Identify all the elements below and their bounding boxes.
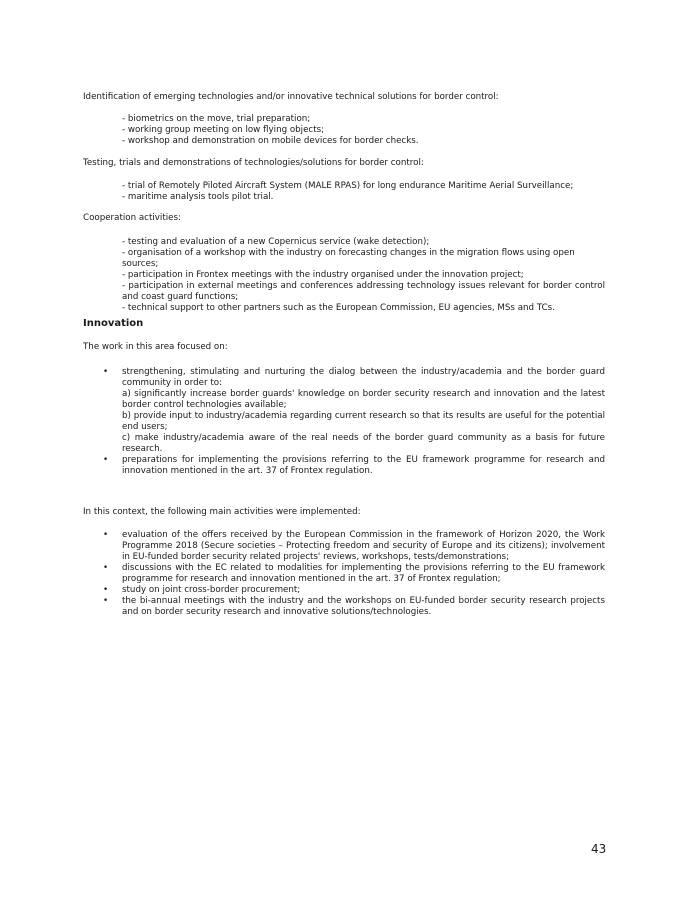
list-item: - trial of Remotely Piloted Aircraft System (MALE RPAS) for long endurance Maritime Aerial Surveillance; xyxy=(122,181,574,191)
section3-list xyxy=(122,237,605,314)
section2-intro: Testing, trials and demonstrations of technologies/solutions for border control: xyxy=(83,158,424,168)
section-heading-innovation: Innovation xyxy=(83,318,144,329)
section1-intro: Identification of emerging technologies and/or innovative technical solutions for border control: xyxy=(83,92,499,102)
list-item: - organisation of a workshop with the industry on forecasting changes in the migration flows using open sources; xyxy=(122,248,575,269)
list-item xyxy=(83,563,605,585)
list-item xyxy=(83,455,605,477)
list-item: - biometrics on the move, trial preparation; xyxy=(122,114,311,124)
page-number: 43 xyxy=(591,842,607,856)
section2-list xyxy=(122,181,605,203)
list-item: - participation in Frontex meetings with the industry organised under the innovation project; xyxy=(122,270,524,280)
bullet-text: discussions with the EC related to modalities for implementing the provisions referring to the EU framework programme for research and innovation mentioned in the art. 37 of Frontex regulation; xyxy=(122,563,605,584)
bullet-text: strengthening, stimulating and nurturing the dialog between the industry/academia and the border guard community in order to: xyxy=(122,367,605,388)
document-page xyxy=(83,0,605,906)
list-item: - participation in external meetings and conferences addressing technology issues relevant for border control and coast guard functions; xyxy=(122,281,605,302)
list-item: - maritime analysis tools pilot trial. xyxy=(122,192,274,202)
list-item xyxy=(83,596,605,618)
bullet-icon: • xyxy=(103,585,109,595)
bullet-text: study on joint cross-border procurement; xyxy=(122,585,301,595)
bullet-subitem: c) make industry/academia aware of the real needs of the border guard community as a basis for future research. xyxy=(122,433,605,454)
bullet-text: preparations for implementing the provisions referring to the EU framework programme for research and innovation mentioned in the art. 37 of Frontex regulation. xyxy=(122,455,605,476)
bullet-text: evaluation of the offers received by the European Commission in the framework of Horizon 2020, the Work Programme 2018 (Secure societies – Protecting freedom and security of Europe and its citizens); involvement in EU-funded border security related projects' reviews, workshops, tests/demonstrations; xyxy=(122,530,605,562)
bullet-icon: • xyxy=(103,596,109,606)
bullet-subitem: b) provide input to industry/academia regarding current research so that its results are useful for the potential end users; xyxy=(122,411,605,432)
list-item: - testing and evaluation of a new Copernicus service (wake detection); xyxy=(122,237,430,247)
context-bullet-list xyxy=(83,530,605,618)
bullet-subitem: a) significantly increase border guards' knowledge on border security research and innovation and the latest border control technologies available; xyxy=(122,389,605,410)
innovation-bullet-list xyxy=(83,367,605,477)
bullet-icon: • xyxy=(103,563,109,573)
list-item xyxy=(83,530,605,563)
list-item: - workshop and demonstration on mobile devices for border checks. xyxy=(122,136,419,146)
bullet-text: the bi-annual meetings with the industry and the workshops on EU-funded border security research projects and on border security research and innovative solutions/technologies. xyxy=(122,596,605,617)
list-item xyxy=(83,367,605,455)
section1-list xyxy=(122,114,605,147)
context-intro: In this context, the following main activities were implemented: xyxy=(83,507,361,517)
innovation-intro: The work in this area focused on: xyxy=(83,342,228,352)
bullet-icon: • xyxy=(103,530,109,540)
section3-intro: Cooperation activities: xyxy=(83,213,181,223)
list-item xyxy=(83,585,605,596)
bullet-icon: • xyxy=(103,455,109,465)
list-item: - working group meeting on low flying objects; xyxy=(122,125,325,135)
bullet-icon: • xyxy=(103,367,109,377)
list-item: - technical support to other partners such as the European Commission, EU agencies, MSs and TCs. xyxy=(122,303,555,313)
